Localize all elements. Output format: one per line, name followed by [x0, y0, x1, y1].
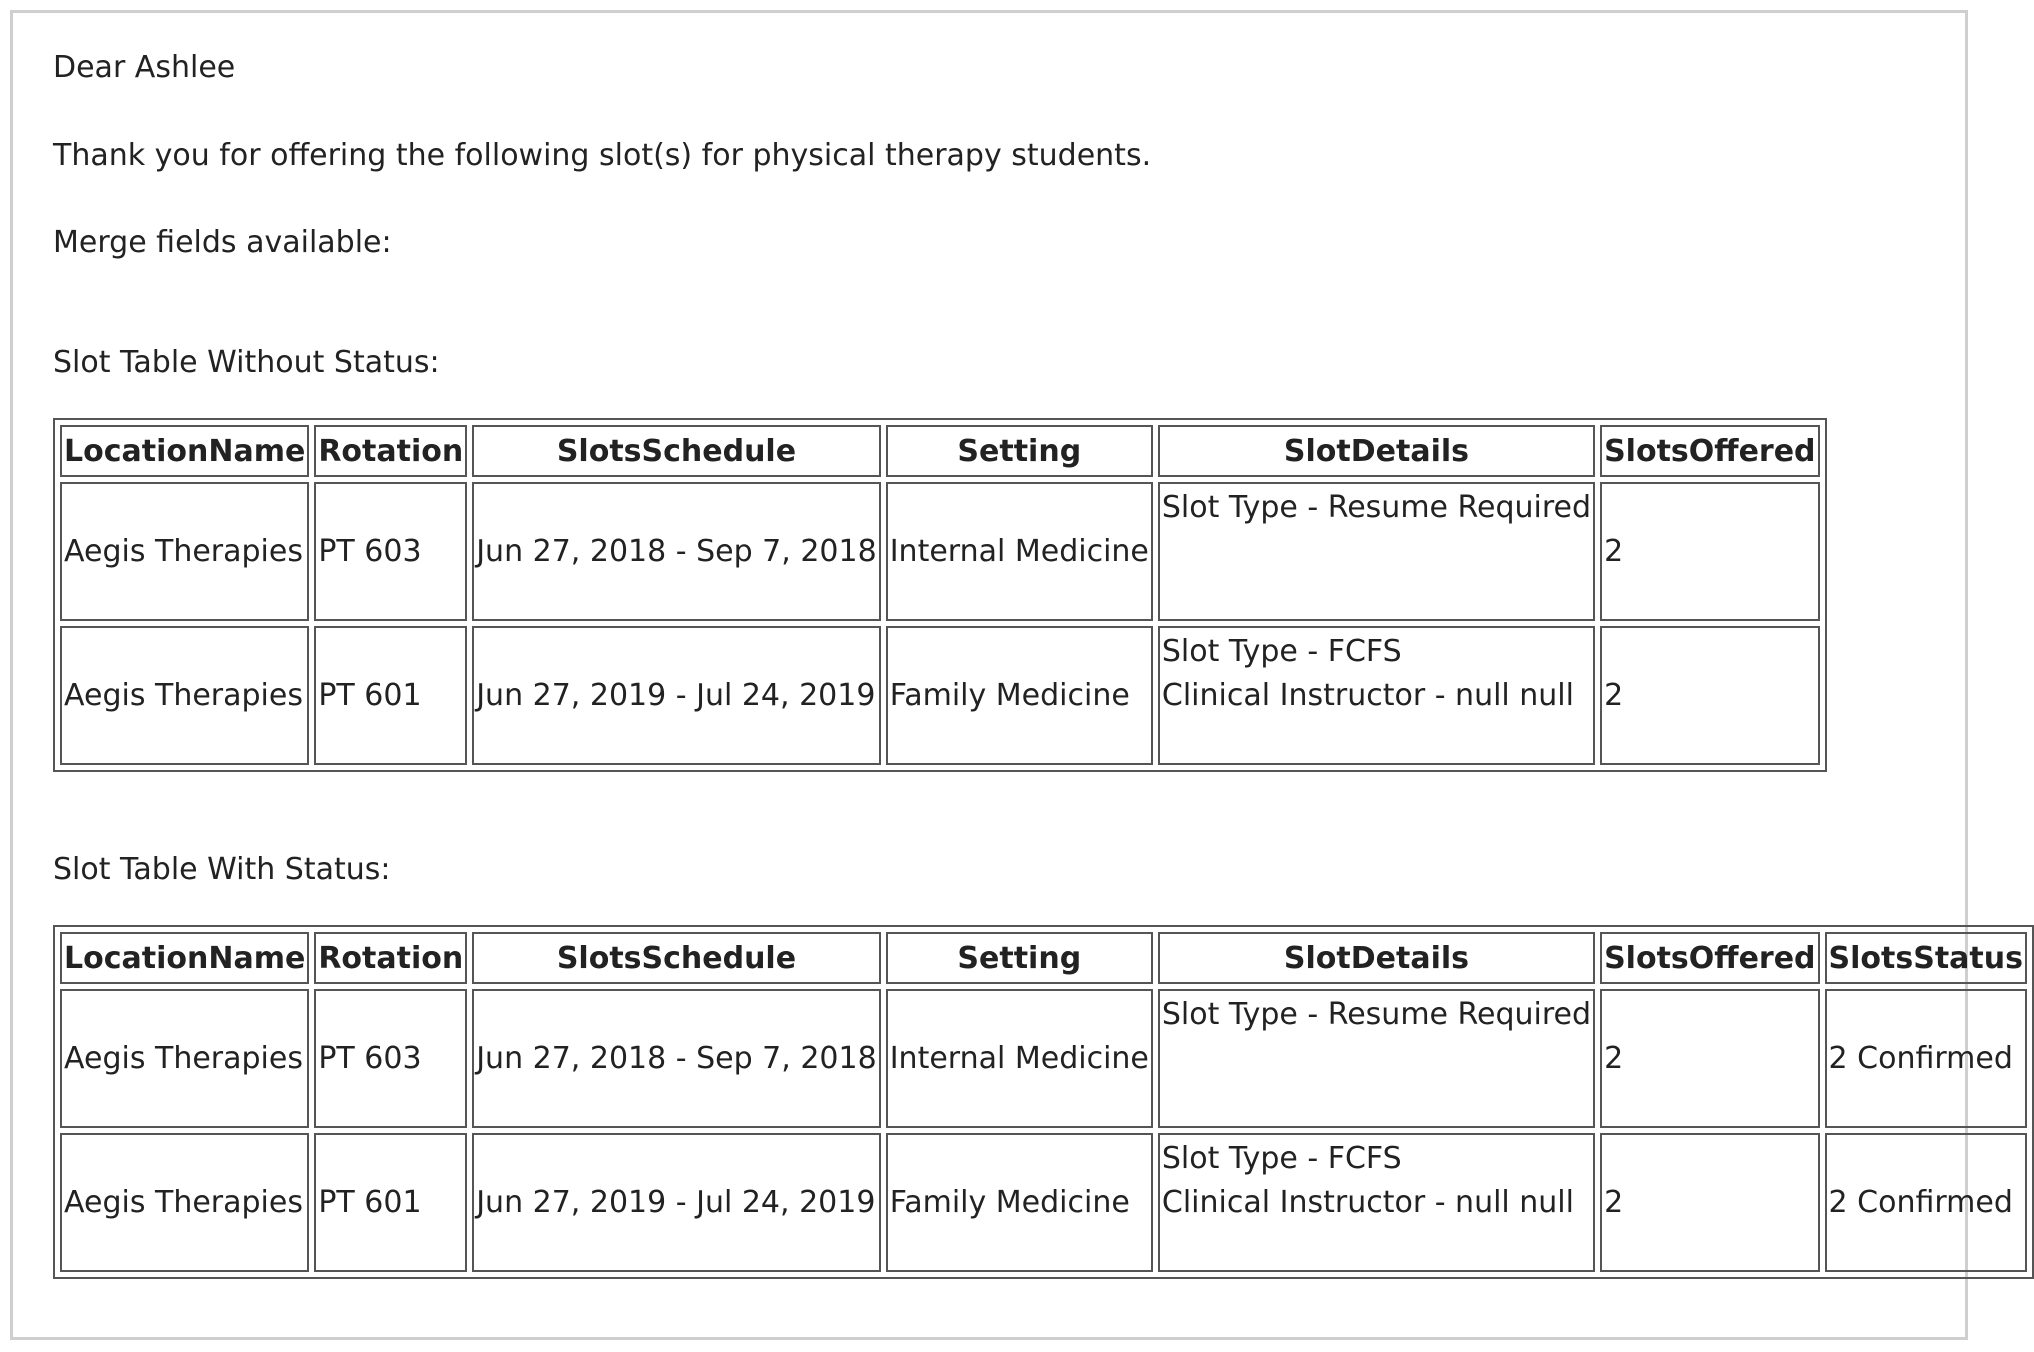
cell-rotation: PT 603	[314, 989, 467, 1128]
header-setting: Setting	[886, 425, 1153, 477]
clinical-instructor-text: Clinical Instructor - null null	[1161, 1185, 1574, 1220]
header-rotation: Rotation	[314, 932, 467, 984]
cell-offered: 2	[1600, 482, 1819, 621]
slot-table-with-status-label: Slot Table With Status:	[53, 852, 391, 887]
cell-setting: Family Medicine	[886, 1133, 1153, 1272]
header-slots-schedule: SlotsSchedule	[472, 425, 881, 477]
header-slots-offered: SlotsOffered	[1600, 932, 1819, 984]
cell-setting: Family Medicine	[886, 626, 1153, 765]
header-slot-details: SlotDetails	[1158, 425, 1595, 477]
table-header-row	[60, 932, 2027, 984]
cell-offered: 2	[1600, 1133, 1819, 1272]
slot-table-without-status-label: Slot Table Without Status:	[53, 345, 440, 380]
clinical-instructor-text: Clinical Instructor - null null	[1161, 678, 1574, 713]
table-header-row	[60, 425, 1820, 477]
cell-rotation: PT 603	[314, 482, 467, 621]
header-location-name: LocationName	[60, 425, 309, 477]
cell-setting: Internal Medicine	[886, 482, 1153, 621]
greeting-text: Dear Ashlee	[53, 50, 236, 85]
cell-slot-details	[1158, 1133, 1595, 1272]
cell-schedule: Jun 27, 2019 - Jul 24, 2019	[472, 1133, 881, 1272]
intro-text: Thank you for offering the following slot(s) for physical therapy students.	[53, 138, 1152, 173]
cell-schedule: Jun 27, 2018 - Sep 7, 2018	[472, 989, 881, 1128]
header-rotation: Rotation	[314, 425, 467, 477]
slot-type-text: Slot Type - FCFS	[1161, 634, 1402, 669]
slot-type-text: Slot Type - Resume Required	[1161, 997, 1592, 1032]
cell-status: 2 Confirmed	[1825, 1133, 2027, 1272]
cell-location: Aegis Therapies	[60, 1133, 309, 1272]
slot-table-without-status	[53, 418, 1827, 772]
cell-slot-details	[1158, 989, 1595, 1128]
cell-rotation: PT 601	[314, 1133, 467, 1272]
cell-offered: 2	[1600, 626, 1819, 765]
cell-offered: 2	[1600, 989, 1819, 1128]
slot-table-with-status	[53, 925, 2034, 1279]
cell-status: 2 Confirmed	[1825, 989, 2027, 1128]
slot-type-text: Slot Type - Resume Required	[1161, 490, 1592, 525]
cell-schedule: Jun 27, 2019 - Jul 24, 2019	[472, 626, 881, 765]
header-slots-status: SlotsStatus	[1825, 932, 2027, 984]
cell-slot-details	[1158, 626, 1595, 765]
cell-setting: Internal Medicine	[886, 989, 1153, 1128]
header-slots-schedule: SlotsSchedule	[472, 932, 881, 984]
slot-type-text: Slot Type - FCFS	[1161, 1141, 1402, 1176]
header-slot-details: SlotDetails	[1158, 932, 1595, 984]
header-slots-offered: SlotsOffered	[1600, 425, 1819, 477]
header-location-name: LocationName	[60, 932, 309, 984]
cell-location: Aegis Therapies	[60, 482, 309, 621]
header-setting: Setting	[886, 932, 1153, 984]
table-row	[60, 1133, 2027, 1272]
cell-location: Aegis Therapies	[60, 989, 309, 1128]
cell-schedule: Jun 27, 2018 - Sep 7, 2018	[472, 482, 881, 621]
table-row	[60, 626, 1820, 765]
cell-location: Aegis Therapies	[60, 626, 309, 765]
cell-slot-details	[1158, 482, 1595, 621]
table-row	[60, 989, 2027, 1128]
cell-rotation: PT 601	[314, 626, 467, 765]
table-row	[60, 482, 1820, 621]
merge-fields-label: Merge fields available:	[53, 225, 392, 260]
